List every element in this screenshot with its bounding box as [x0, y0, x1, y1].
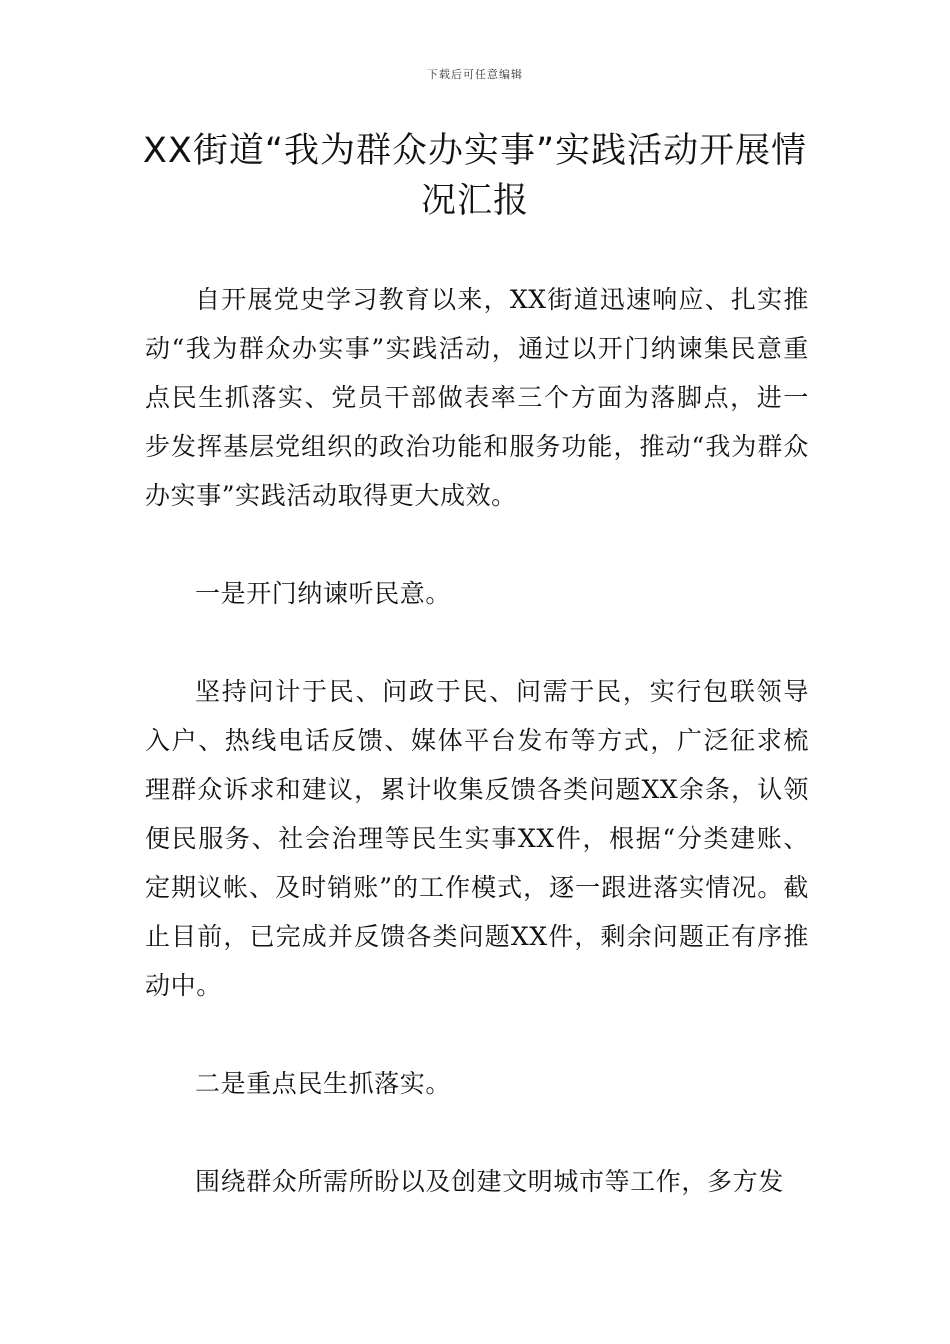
- section-heading-2: 二是重点民生抓落实。: [195, 1069, 452, 1098]
- paragraph-gap: [145, 1010, 809, 1059]
- paragraph-section-1: 坚持问计于民、问政于民、问需于民，实行包联领导入户、热线电话反馈、媒体平台发布等方式，广泛征求梳理群众诉求和建议，累计收集反馈各类问题XX余条，认领便民服务、社会治理等民生实事XX件，根据“分类建账、定期议帐、及时销账”的工作模式，逐一跟进落实情况。截止目前，已完成并反馈各类问题XX件，剩余问题正有序推动中。: [145, 677, 809, 1000]
- section-heading-1: 一是开门纳谏听民意。: [195, 579, 452, 608]
- paragraph-gap: [145, 618, 809, 667]
- paragraph-section-2: 围绕群众所需所盼以及创建文明城市等工作，多方发: [195, 1167, 784, 1196]
- paragraph-intro: 自开展党史学习教育以来，XX街道迅速响应、扎实推动“我为群众办实事”实践活动，通过以开门纳谏集民意重点民生抓落实、党员干部做表率三个方面为落脚点，进一步发挥基层党组织的政治功能和服务功能，推动“我为群众办实事”实践活动取得更大成效。: [145, 285, 809, 510]
- paragraph-gap: [145, 520, 809, 569]
- header-note: 下载后可任意编辑: [427, 68, 523, 81]
- document-body: [145, 275, 809, 1206]
- document-title: XX街道“我为群众办实事”实践活动开展情况汇报: [142, 131, 808, 221]
- paragraph-gap: [145, 1108, 809, 1157]
